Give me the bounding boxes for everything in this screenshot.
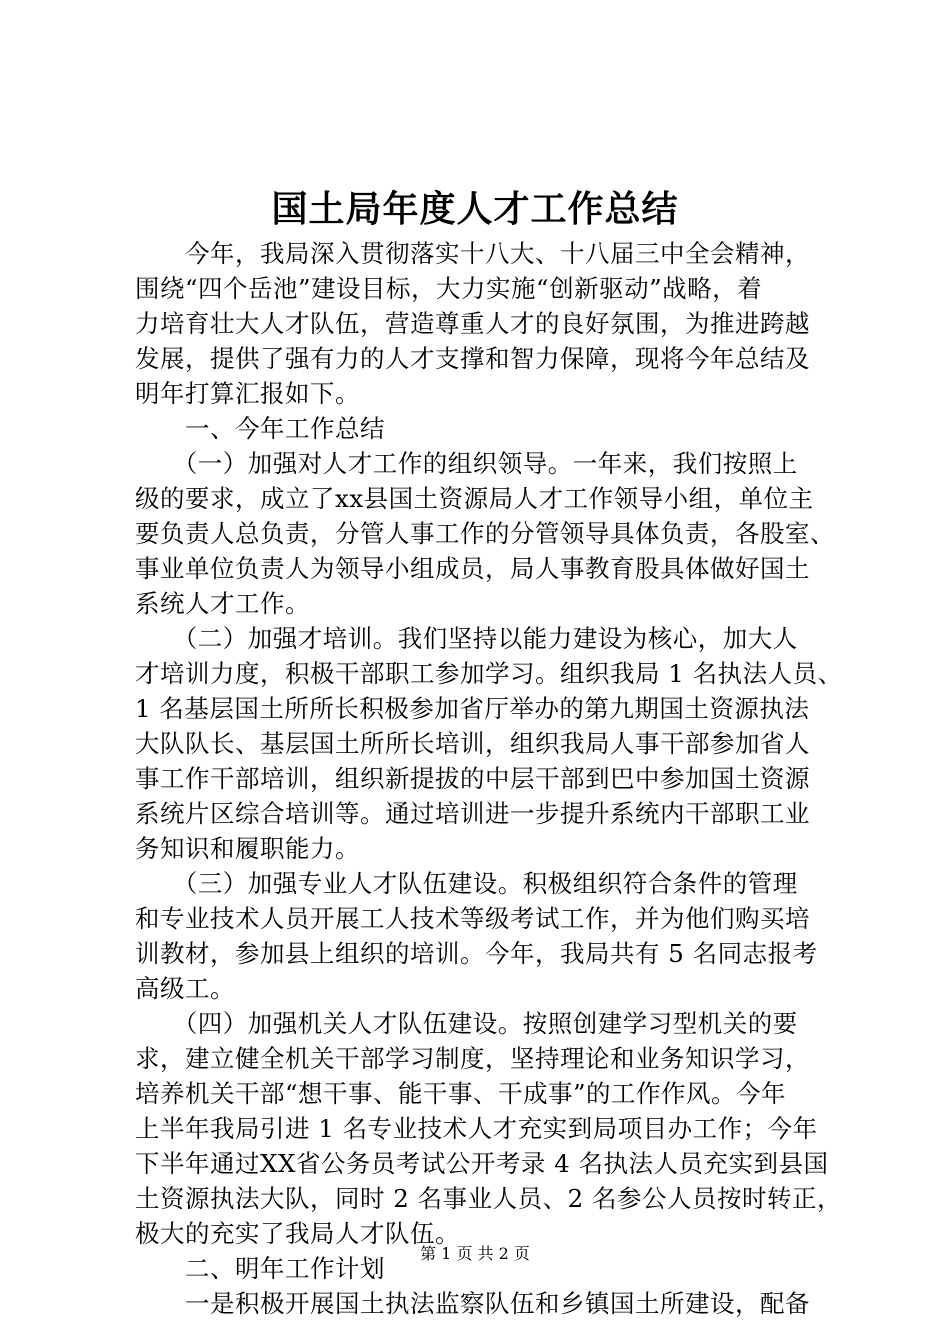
section-heading: 二、明年工作计划 — [135, 1254, 385, 1283]
body-line: 土资源执法大队，同时 2 名事业人员、2 名参公人员按时转正， — [135, 1184, 843, 1213]
body-line: 事工作干部培训，组织新提拔的中层干部到巴中参加国土资源 — [135, 764, 810, 793]
body-line: 级的要求，成立了xx县国土资源局人才工作领导小组，单位主 — [135, 484, 814, 513]
body-line: 才培训力度，积极干部职工参加学习。组织我局 1 名执法人员、 — [135, 659, 843, 688]
body-line: 大队队长、基层国土所所长培训，组织我局人事干部参加省人 — [135, 729, 810, 758]
body-line: 高级工。 — [135, 974, 235, 1003]
body-line: （三）加强专业人才队伍建设。积极组织符合条件的管理 — [135, 869, 798, 898]
section-heading: 一、今年工作总结 — [135, 414, 385, 443]
body-line: 系统片区综合培训等。通过培训进一步提升系统内干部职工业 — [135, 799, 810, 828]
body-line: （一）加强对人才工作的组织领导。一年来，我们按照上 — [135, 449, 798, 478]
body-line: 求，建立健全机关干部学习制度，坚持理论和业务知识学习， — [135, 1044, 810, 1073]
body-line: 下半年通过XX省公务员考试公开考录 4 名执法人员充实到县国 — [135, 1149, 829, 1178]
body-line: 极大的充实了我局人才队伍。 — [135, 1219, 460, 1248]
body-line: 上半年我局引进 1 名专业技术人才充实到局项目办工作；今年 — [135, 1114, 818, 1143]
document-title: 国土局年度人才工作总结 — [271, 188, 679, 230]
body-line: 和专业技术人员开展工人技术等级考试工作，并为他们购买培 — [135, 904, 810, 933]
body-line: （四）加强机关人才队伍建设。按照创建学习型机关的要 — [135, 1009, 798, 1038]
body-line: 要负责人总负责，分管人事工作的分管领导具体负责，各股室、 — [135, 519, 835, 548]
body-line: 发展，提供了强有力的人才支撑和智力保障，现将今年总结及 — [135, 344, 810, 373]
body-line: 一是积极开展国土执法监察队伍和乡镇国土所建设，配备 — [135, 1289, 810, 1318]
body-line: 系统人才工作。 — [135, 589, 310, 618]
body-line: 务知识和履职能力。 — [135, 834, 360, 863]
body-line: 力培育壮大人才队伍，营造尊重人才的良好氛围，为推进跨越 — [135, 309, 810, 338]
body-line: 1 名基层国土所所长积极参加省厅举办的第九期国土资源执法 — [135, 694, 810, 723]
page-number-footer: 第 1 页 共 2 页 — [420, 1244, 530, 1263]
body-line: 训教材，参加县上组织的培训。今年，我局共有 5 名同志报考 — [135, 939, 818, 968]
body-line: 围绕“四个岳池”建设目标，大力实施“创新驱动”战略，着 — [135, 274, 763, 303]
body-line: 事业单位负责人为领导小组成员，局人事教育股具体做好国土 — [135, 554, 810, 583]
document-body — [135, 236, 843, 1321]
body-line: 培养机关干部“想干事、能干事、干成事”的工作作风。今年 — [135, 1079, 787, 1108]
body-line: 今年，我局深入贯彻落实十八大、十八届三中全会精神， — [135, 239, 810, 268]
body-line: （二）加强才培训。我们坚持以能力建设为核心，加大人 — [135, 624, 798, 653]
body-line: 明年打算汇报如下。 — [135, 379, 360, 408]
